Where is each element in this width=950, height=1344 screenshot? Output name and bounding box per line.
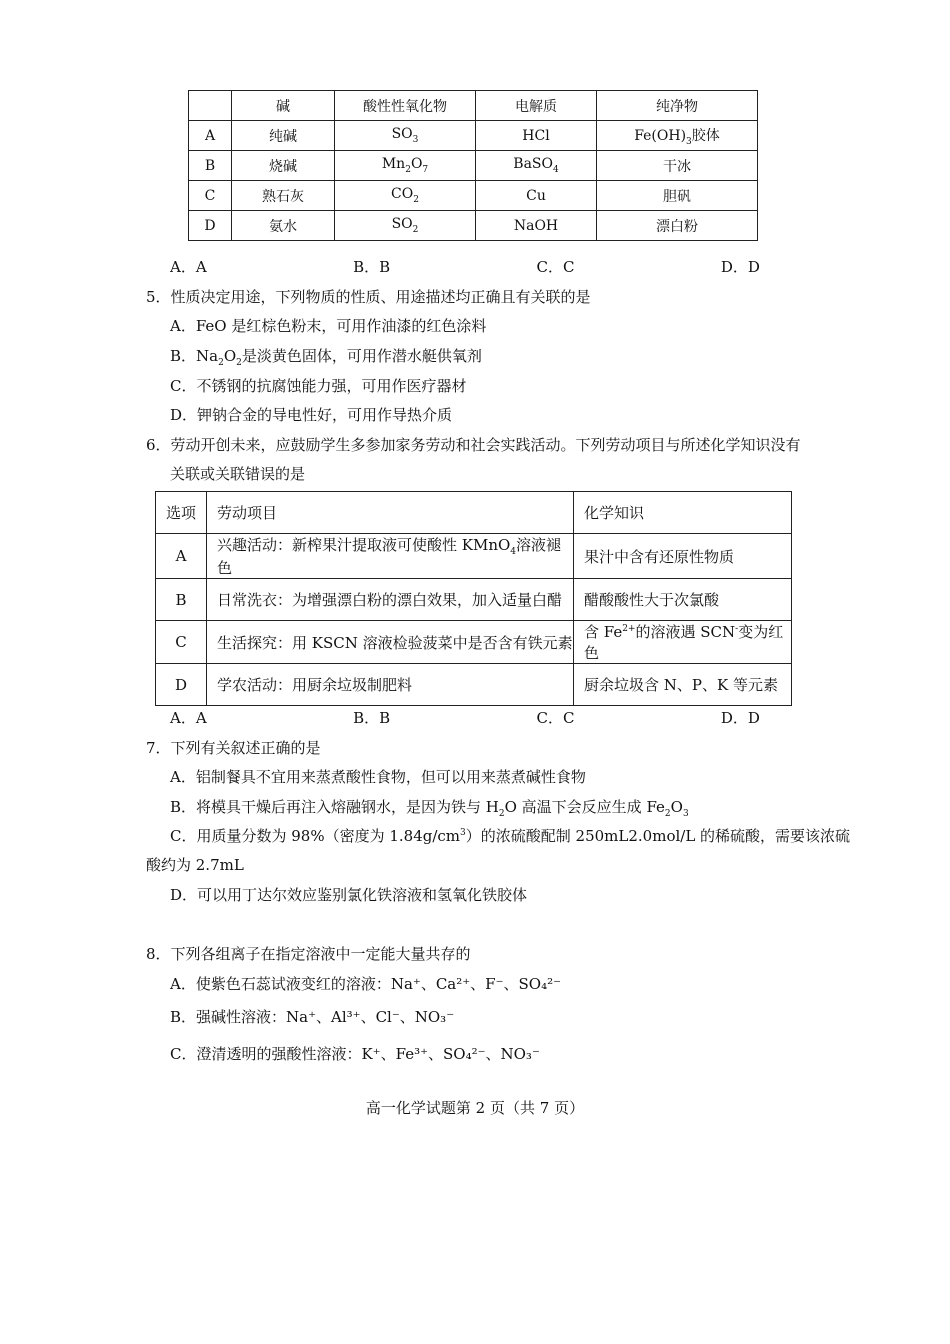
q6-stem-line1: 6．劳动开创未来，应鼓励学生多参加家务劳动和社会实践活动。下列劳动项目与所述化学知识没有 <box>146 436 801 454</box>
table-header-cell: 纯净物 <box>597 91 758 121</box>
table-row <box>189 181 758 211</box>
option-c[interactable]: C．C <box>536 709 575 727</box>
q5-stem: 5．性质决定用途，下列物质的性质、用途描述均正确且有关联的是 <box>146 288 591 306</box>
row-label: C <box>189 181 232 211</box>
q6-options <box>170 707 760 728</box>
cell-pure: 漂白粉 <box>597 211 758 241</box>
cell-project: 生活探究：用 KSCN 溶液检验菠菜中是否含有铁元素 <box>207 621 574 664</box>
table-header-cell: 电解质 <box>476 91 597 121</box>
q5-option-d[interactable]: D．钾钠合金的导电性好，可用作导热介质 <box>170 406 453 424</box>
table-header-cell: 碱 <box>232 91 335 121</box>
row-label: D <box>156 664 207 706</box>
cell-electrolyte: HCl <box>476 121 597 151</box>
option-b[interactable]: B．B <box>353 709 391 727</box>
q7-option-b[interactable]: B．将模具干燥后再注入熔融钢水，是因为铁与 $H_2O$ 高温下会反应生成 $Fe_2O_3$ <box>170 798 689 819</box>
cell-base: 熟石灰 <box>232 181 335 211</box>
cell-knowledge: 含 $Fe^{2+}$的溶液遇 SCN-变为红色 <box>574 621 792 664</box>
row-label: D <box>189 211 232 241</box>
q7-option-c[interactable]: C．用质量分数为 98%（密度为 $1.84g/cm^3$）的浓硫酸配制 250mL2.0mol/L 的稀硫酸，需要该浓硫 <box>170 827 851 845</box>
table-header-row <box>156 492 792 534</box>
table-q6 <box>155 491 792 706</box>
q7-option-c-cont: 酸约为 2.7mL <box>146 856 244 874</box>
cell-knowledge: 果汁中含有还原性物质 <box>574 534 792 579</box>
table-header-cell: 劳动项目 <box>207 492 574 534</box>
option-d[interactable]: D．D <box>720 258 760 276</box>
table-header-cell: 化学知识 <box>574 492 792 534</box>
q4-options <box>170 256 760 277</box>
cell-base: 氨水 <box>232 211 335 241</box>
row-label: B <box>189 151 232 181</box>
cell-pure: 干冰 <box>597 151 758 181</box>
table-header-cell: 选项 <box>156 492 207 534</box>
cell-knowledge: 厨余垃圾含 N、P、K 等元素 <box>574 664 792 706</box>
row-label: C <box>156 621 207 664</box>
option-a[interactable]: A．A <box>170 258 207 276</box>
cell-project: 学农活动：用厨余垃圾制肥料 <box>207 664 574 706</box>
q8-option-b[interactable]: B．强碱性溶液：Na⁺、Al³⁺、Cl⁻、NO₃⁻ <box>170 1008 455 1026</box>
cell-pure: 胆矾 <box>597 181 758 211</box>
table-q4 <box>188 90 758 241</box>
table-header-cell: 酸性性氧化物 <box>335 91 476 121</box>
cell-oxide: $SO_3$ <box>335 121 476 151</box>
table-row <box>156 621 792 664</box>
table-header-cell <box>189 91 232 121</box>
table-row <box>189 211 758 241</box>
cell-electrolyte: Cu <box>476 181 597 211</box>
row-label: A <box>189 121 232 151</box>
cell-oxide: $CO_2$ <box>335 181 476 211</box>
q5-option-a[interactable]: A．FeO 是红棕色粉末，可用作油漆的红色涂料 <box>170 317 487 335</box>
option-b[interactable]: B．B <box>353 258 391 276</box>
q7-option-a[interactable]: A．铝制餐具不宜用来蒸煮酸性食物，但可以用来蒸煮碱性食物 <box>170 768 586 786</box>
table-row <box>156 579 792 621</box>
page-footer: 高一化学试题第 2 页（共 7 页） <box>365 1099 585 1117</box>
cell-oxide: $Mn_2O_7$ <box>335 151 476 181</box>
q8-option-a[interactable]: A．使紫色石蕊试液变红的溶液：Na⁺、Ca²⁺、F⁻、SO₄²⁻ <box>170 975 562 993</box>
option-d[interactable]: D．D <box>720 709 760 727</box>
q8-stem: 8．下列各组离子在指定溶液中一定能大量共存的 <box>146 945 471 963</box>
cell-electrolyte: NaOH <box>476 211 597 241</box>
q8-option-c[interactable]: C．澄清透明的强酸性溶液：K⁺、Fe³⁺、SO₄²⁻、NO₃⁻ <box>170 1045 540 1063</box>
table-row <box>156 534 792 579</box>
row-label: A <box>156 534 207 579</box>
q7-option-d[interactable]: D．可以用丁达尔效应鉴别氯化铁溶液和氢氧化铁胶体 <box>170 886 528 904</box>
option-c[interactable]: C．C <box>536 258 575 276</box>
table-header-row <box>189 91 758 121</box>
cell-pure: $Fe(OH)_3$胶体 <box>597 121 758 151</box>
option-a[interactable]: A．A <box>170 709 207 727</box>
q5-option-c[interactable]: C．不锈钢的抗腐蚀能力强，可用作医疗器材 <box>170 377 467 395</box>
cell-electrolyte: BaSO$_4$ <box>476 151 597 181</box>
table-row <box>156 664 792 706</box>
cell-oxide: $SO_2$ <box>335 211 476 241</box>
row-label: B <box>156 579 207 621</box>
table-row <box>189 121 758 151</box>
table-row <box>189 151 758 181</box>
q5-option-b[interactable]: B．$Na_2O_2$是淡黄色固体，可用作潜水艇供氧剂 <box>170 347 482 368</box>
cell-base: 纯碱 <box>232 121 335 151</box>
cell-project: 日常洗衣：为增强漂白粉的漂白效果，加入适量白醋 <box>207 579 574 621</box>
cell-base: 烧碱 <box>232 151 335 181</box>
cell-knowledge: 醋酸酸性大于次氯酸 <box>574 579 792 621</box>
q7-stem: 7．下列有关叙述正确的是 <box>146 739 321 757</box>
q6-stem-line2: 关联或关联错误的是 <box>170 465 306 483</box>
cell-project: 兴趣活动：新榨果汁提取液可使酸性 KMnO$_4$溶液褪色 <box>207 534 574 579</box>
